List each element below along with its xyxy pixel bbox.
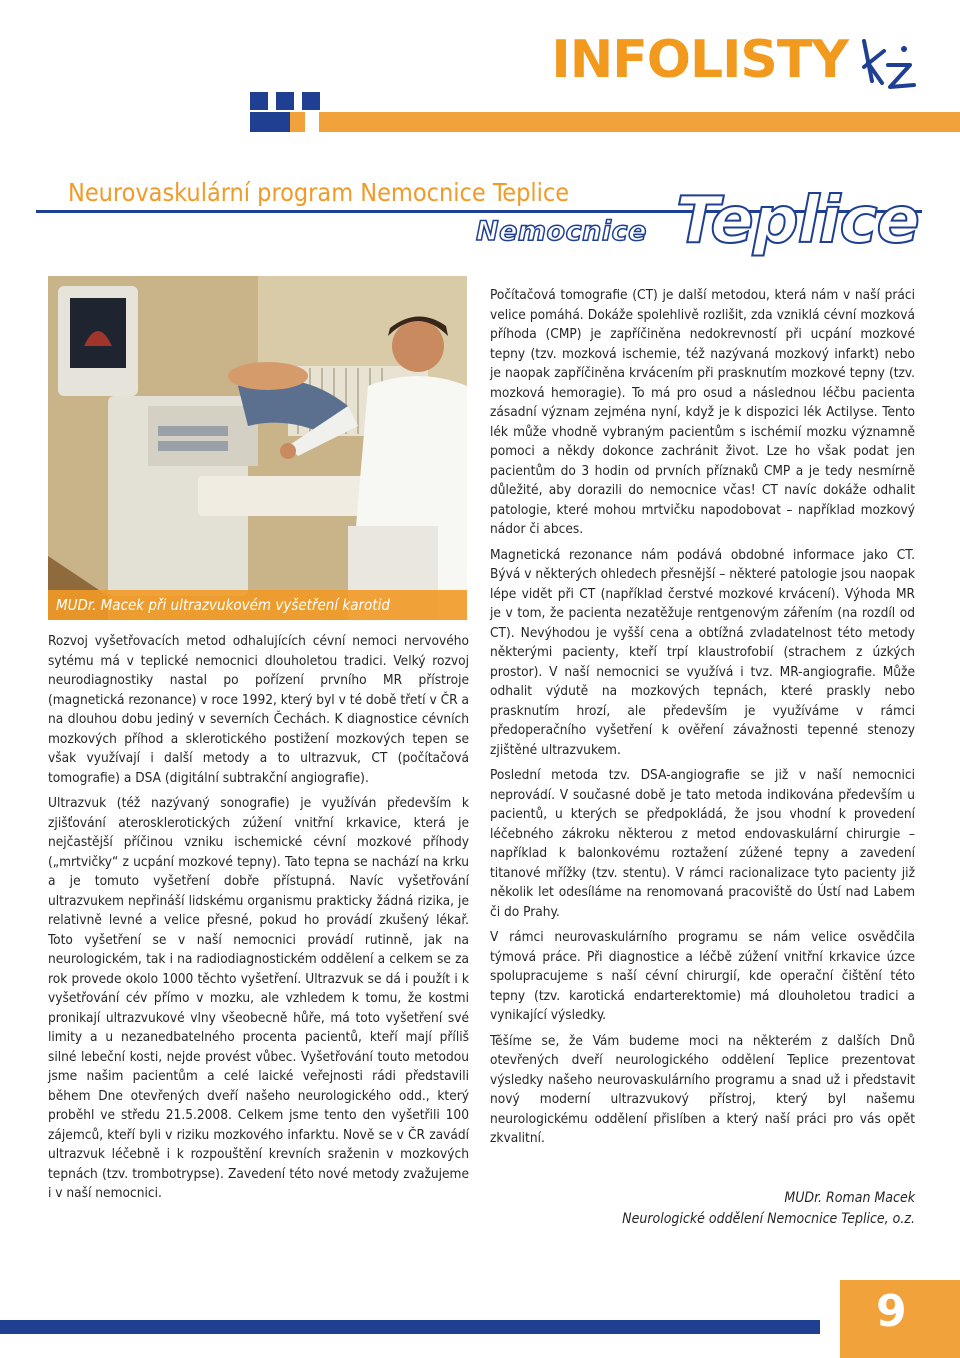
right-column	[490, 286, 915, 1155]
page-number: 9	[876, 1286, 907, 1337]
photo-caption: MUDr. Macek při ultrazvukovém vyšetření karotid	[56, 596, 390, 614]
city-name-big: Teplice	[676, 184, 919, 258]
header-square-right	[302, 92, 320, 110]
right-paragraph-5: Těšíme se, že Vám budeme moci na některém z dalších Dnů otevřených dveří neurologického oddělení Teplice prezentovat výsledky našeho neurovaskulárního programu a snad už i představit nový moderní ultrazvukový přístroj, který byl našemu neurologickému oddělení přislíben a který naší práci pro vás opět zkvalitní.	[490, 1032, 915, 1146]
right-paragraph-3: Poslední metoda tzv. DSA-angiografie se již v naší nemocnici neprovádí. V současné době je tato metoda indikována především u pacientů, u kterých se předpokládá, že jsou vhodní k provedení léčebného zákroku některou z metod endovaskulární chirurgie – například k balonkovému roztažení zúžené tepny a zavedení titanové mřížky (tzv. stentu). V rámci racionalizace tyto pacienty již několik let odesíláme na renomovaná pracoviště do Ústí nad Labem či do Prahy.	[490, 767, 915, 920]
signature-block	[622, 1188, 915, 1230]
header-square-left	[250, 92, 268, 110]
left-column	[48, 632, 469, 1210]
signature-affiliation: Neurologické oddělení Nemocnice Teplice, o.z.	[622, 1211, 915, 1227]
header-orange-bar	[275, 112, 960, 132]
brand-logo: INFOLISTY	[551, 30, 848, 90]
photo-illustration	[48, 276, 467, 620]
footer-gap	[820, 1320, 840, 1334]
header-blue-block	[250, 112, 290, 132]
city-name-small: Nemocnice	[476, 216, 647, 247]
page-title: Neurovaskulární program Nemocnice Teplice	[68, 178, 570, 207]
signature-name: MUDr. Roman Macek	[784, 1190, 915, 1206]
right-paragraph-1: Počítačová tomografie (CT) je další metodou, která nám v naší práci velice pomáhá. Dokáže spolehlivě rozlišit, zda vzniklá cévní mozková příhoda (CMP) je zapříčiněna nedokrevností při ucpání mozkové tepny (tzv. mozková ischemie, též nazývaná mozkový infarkt) nebo je naopak zapříčiněna krvácením při prasknutím mozkové tepny (tzv. mozková hemoragie). To má pro osud a následnou léčbu pacienta zásadní význam zejména nyní, když je k dispozici lék Actilyse. Tento lék může vhodně vybraným pacientům s ischémií mozku významně pomoci a někdy dokonce zachránit život. Lze ho však podat jen pacientům do 3 hodin od prvních příznaků CMP a je tedy nesmírně důležité, aby dorazili do nemocnice včas! CT navíc dokáže odhalit patologie, které mohou mrtvičku napodobovat – například mozkový nádor či abces.	[490, 287, 915, 537]
header-bar-notch	[305, 112, 319, 132]
header-square-mid	[276, 92, 294, 110]
footer-blue-bar	[0, 1320, 820, 1334]
right-paragraph-4: V rámci neurovaskulárního programu se nám velice osvědčila týmová práce. Při diagnostice a léčbě zúžení vnitřní krkavice úzce spolupracujeme s naší cévní chirurgií, kde operační čištění této tepny (tzv. karotická endarterektomie) má dlouholetou tradici a vynikající výsledky.	[490, 929, 915, 1023]
ultrasound-photo	[48, 276, 467, 620]
left-paragraph-2: Ultrazvuk (též nazývaný sonografie) je využíván především k zjišťování aterosklerotických zúžení vnitřní krkavice, která je nejčastější příčinou vzniku ischemické cévní mozkové příhody („mrtvičky“ z ucpání mozkové tepny). Tato tepna se nachází na krku a je tomuto vyšetření dobře přístupná. Navíc vyšetřování ultrazvukem nepřináší lidskému organismu prakticky žádná rizika, je relativně levné a velice přesné, pokud ho provádí zkušený lékař. Toto vyšetření se v naší nemocnici provádí rutinně, jak na neurologickém, tak i na radiodiagnostickém oddělení a celkem se za rok provede okolo 1000 těchto vyšetření. Ultrazvuk se dá i použít i k vyšetřování cév přímo v mozku, ale vzhledem k tomu, že kostmi pronikají ultrazvukové vlny všeobecně hůře, má toto vyšetření své limity a u nezanedbatelného procenta pacientů, kteří mají příliš silné lebeční kosti, nejde provést vůbec. Vyšetřování touto metodou jsme našim pacientům a celé laické veřejnosti rádi představili během Dne otevřených dveří našeho neurologického odd., který proběhl ve středu 21.5.2008. Celkem jsme tento den vyšetřili 100 zájemců, kteří byli v riziku mozkového infarktu. Nově se v ČR zavádí ultrazvuk léčebně i k rozpouštění krevních sraženin v mozkových tepnách (tzv. trombotrypse). Zavedení této nové metody zvažujeme i v naší nemocnici.	[48, 795, 469, 1201]
left-paragraph-1: Rozvoj vyšetřovacích metod odhalujících cévní nemoci nervového sytému má v teplické nemocnici dlouholetou tradici. Velký rozvoj neurodiagnostiky nastal po pořízení prvního MR přístroje (magnetická rezonance) v roce 1992, který byl v té době třetí v ČR a na dlouhou dobu jediný v severních Čechách. K diagnostice cévních mozkových příhod a sklerotického postižení mozkových tepen se však využívají i další metody a to ultrazvuk, CT (počítačová tomografie) a DSA (digitální subtrakční angiografie).	[48, 633, 469, 786]
brand-mark-kz-icon	[858, 37, 918, 93]
right-paragraph-2: Magnetická rezonance nám podává obdobné informace jako CT. Bývá v některých ohledech přesnější – některé patologie jsou naopak lépe vidět při CT (například čerstvé mozkové krvácení). Výhoda MR je v tom, že pacienta nezatěžuje rentgenovým zářením (na rozdíl od CT). Nevýhodou je vyšší cena a obtížná zvladatelnost této metody některými pacienty, kteří trpí klaustrofobií (strachem z úzkých prostor). V naší nemocnici se využívá i tvz. MR-angiografie. Může odhalit výdutě na mozkových tepnách, které praskly nebo prasknutím hrozí, ale především je využíváme v rámci předoperačního vyšetření k ověření závažnosti tepenné stenozy zjištěné ultrazvukem.	[490, 546, 915, 758]
